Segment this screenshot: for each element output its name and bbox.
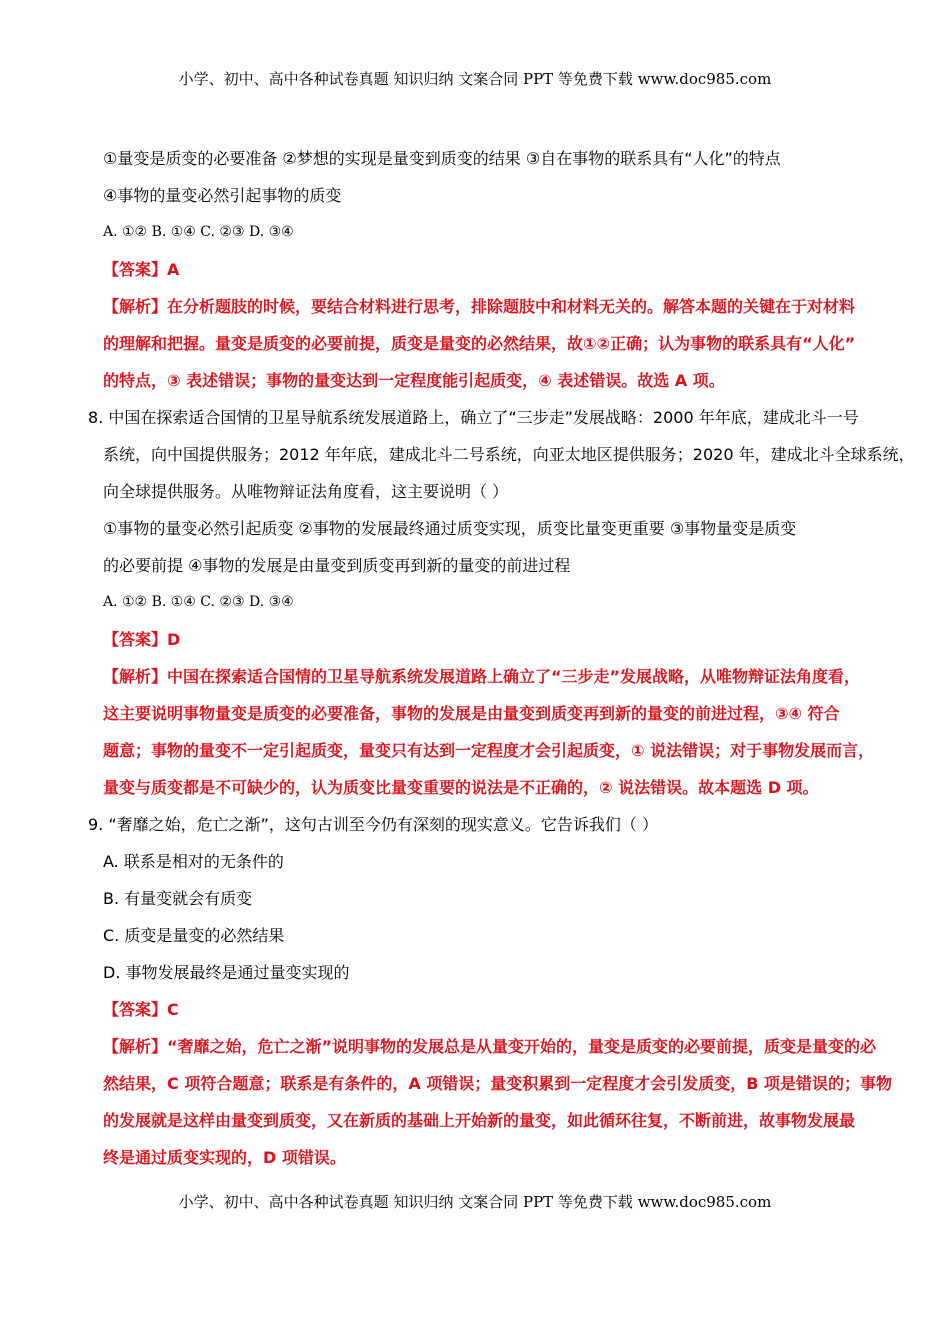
document-body: [88, 140, 915, 1176]
answer-value: C: [167, 1000, 179, 1019]
q8-stem-line2: 系统，向中国提供服务；2012 年年底，建成北斗二号系统，向亚太地区提供服务；2020 年，建成北斗全球系统，: [103, 445, 915, 464]
q9-option-b: B. 有量变就会有质变: [103, 889, 253, 908]
page-header: 小学、初中、高中各种试卷真题 知识归纳 文案合同 PPT 等免费下载 www.doc985.com: [178, 70, 772, 88]
answer-value: D: [167, 630, 181, 649]
q7-statements-line1: ①量变是质变的必要准备 ②梦想的实现是量变到质变的结果 ③自在事物的联系具有“人化”的特点: [103, 149, 781, 168]
q7-statements-line2: ④事物的量变必然引起事物的质变: [103, 186, 342, 205]
q9-option-a: A. 联系是相对的无条件的: [103, 852, 284, 871]
q8-stem-line3: 向全球提供服务。从唯物辩证法角度看，这主要说明（ ）: [103, 482, 509, 501]
q9-analysis-line1: [103, 1028, 877, 1065]
q8-statements-line2: 的必要前提 ④事物的发展是由量变到质变再到新的量变的前进过程: [103, 556, 571, 575]
q8-analysis-line1: [103, 658, 871, 695]
q7-analysis-line2: 的理解和把握。量变是质变的必要前提，质变是量变的必然结果，故①②正确；认为事物的联系具有“人化”: [103, 334, 856, 353]
q8-analysis-line3: 题意；事物的量变不一定引起质变，量变只有达到一定程度才会引起质变，① 说法错误；对于事物发展而言，: [103, 741, 875, 760]
q8-answer: [103, 621, 871, 658]
analysis-text: 中国在探索适合国情的卫星导航系统发展道路上确立了“三步走”发展战略，从唯物辩证法角度看，: [167, 667, 861, 686]
analysis-label: 【解析】: [103, 1037, 168, 1056]
q7-analysis-line1: [103, 288, 871, 325]
page-footer: 小学、初中、高中各种试卷真题 知识归纳 文案合同 PPT 等免费下载 www.doc985.com: [178, 1193, 772, 1211]
q9-answer: [103, 991, 871, 1028]
q9-stem: 9. “奢靡之始，危亡之渐”，这句古训至今仍有深刻的现实意义。它告诉我们（ ）: [88, 815, 659, 834]
q9-option-d: D. 事物发展最终是通过量变实现的: [103, 963, 350, 982]
q8-stem-line1: 8. 中国在探索适合国情的卫星导航系统发展道路上，确立了“三步走”发展战略：2000 年年底，建成北斗一号: [88, 408, 859, 427]
answer-label: 【答案】: [103, 260, 168, 279]
analysis-text: “奢靡之始，危亡之渐”说明事物的发展总是从量变开始的，量变是质变的必要前提，质变是量变的必: [167, 1037, 877, 1056]
q7-options: A. ①② B. ①④ C. ②③ D. ③④: [103, 224, 294, 240]
q8-options: A. ①② B. ①④ C. ②③ D. ③④: [103, 594, 294, 610]
q7-answer: [103, 251, 871, 288]
q7-analysis-line3: 的特点，③ 表述错误；事物的量变达到一定程度能引起质变，④ 表述错误。故选 A 项。: [103, 371, 725, 390]
q9-option-c: C. 质变是量变的必然结果: [103, 926, 285, 945]
answer-value: A: [167, 260, 180, 279]
answer-label: 【答案】: [103, 630, 168, 649]
answer-label: 【答案】: [103, 1000, 168, 1019]
q9-analysis-line4: 终是通过质变实现的，D 项错误。: [103, 1148, 346, 1167]
q9-analysis-line2: 然结果，C 项符合题意；联系是有条件的，A 项错误；量变积累到一定程度才会引发质变，B 项是错误的；事物: [103, 1074, 893, 1093]
analysis-label: 【解析】: [103, 297, 168, 316]
q8-analysis-line4: 量变与质变都是不可缺少的，认为质变比量变重要的说法是不正确的，② 说法错误。故本题选 D 项。: [103, 778, 819, 797]
q8-analysis-line2: 这主要说明事物量变是质变的必要准备，事物的发展是由量变到质变再到新的量变的前进过程，③④ 符合: [103, 704, 840, 723]
analysis-label: 【解析】: [103, 667, 168, 686]
analysis-text: 在分析题肢的时候，要结合材料进行思考，排除题肢中和材料无关的。解答本题的关键在于对材料: [167, 297, 856, 316]
q8-statements-line1: ①事物的量变必然引起质变 ②事物的发展最终通过质变实现，质变比量变更重要 ③事物量变是质变: [103, 519, 797, 538]
q9-analysis-line3: 的发展就是这样由量变到质变，又在新质的基础上开始新的量变，如此循环往复，不断前进，故事物发展最: [103, 1111, 856, 1130]
